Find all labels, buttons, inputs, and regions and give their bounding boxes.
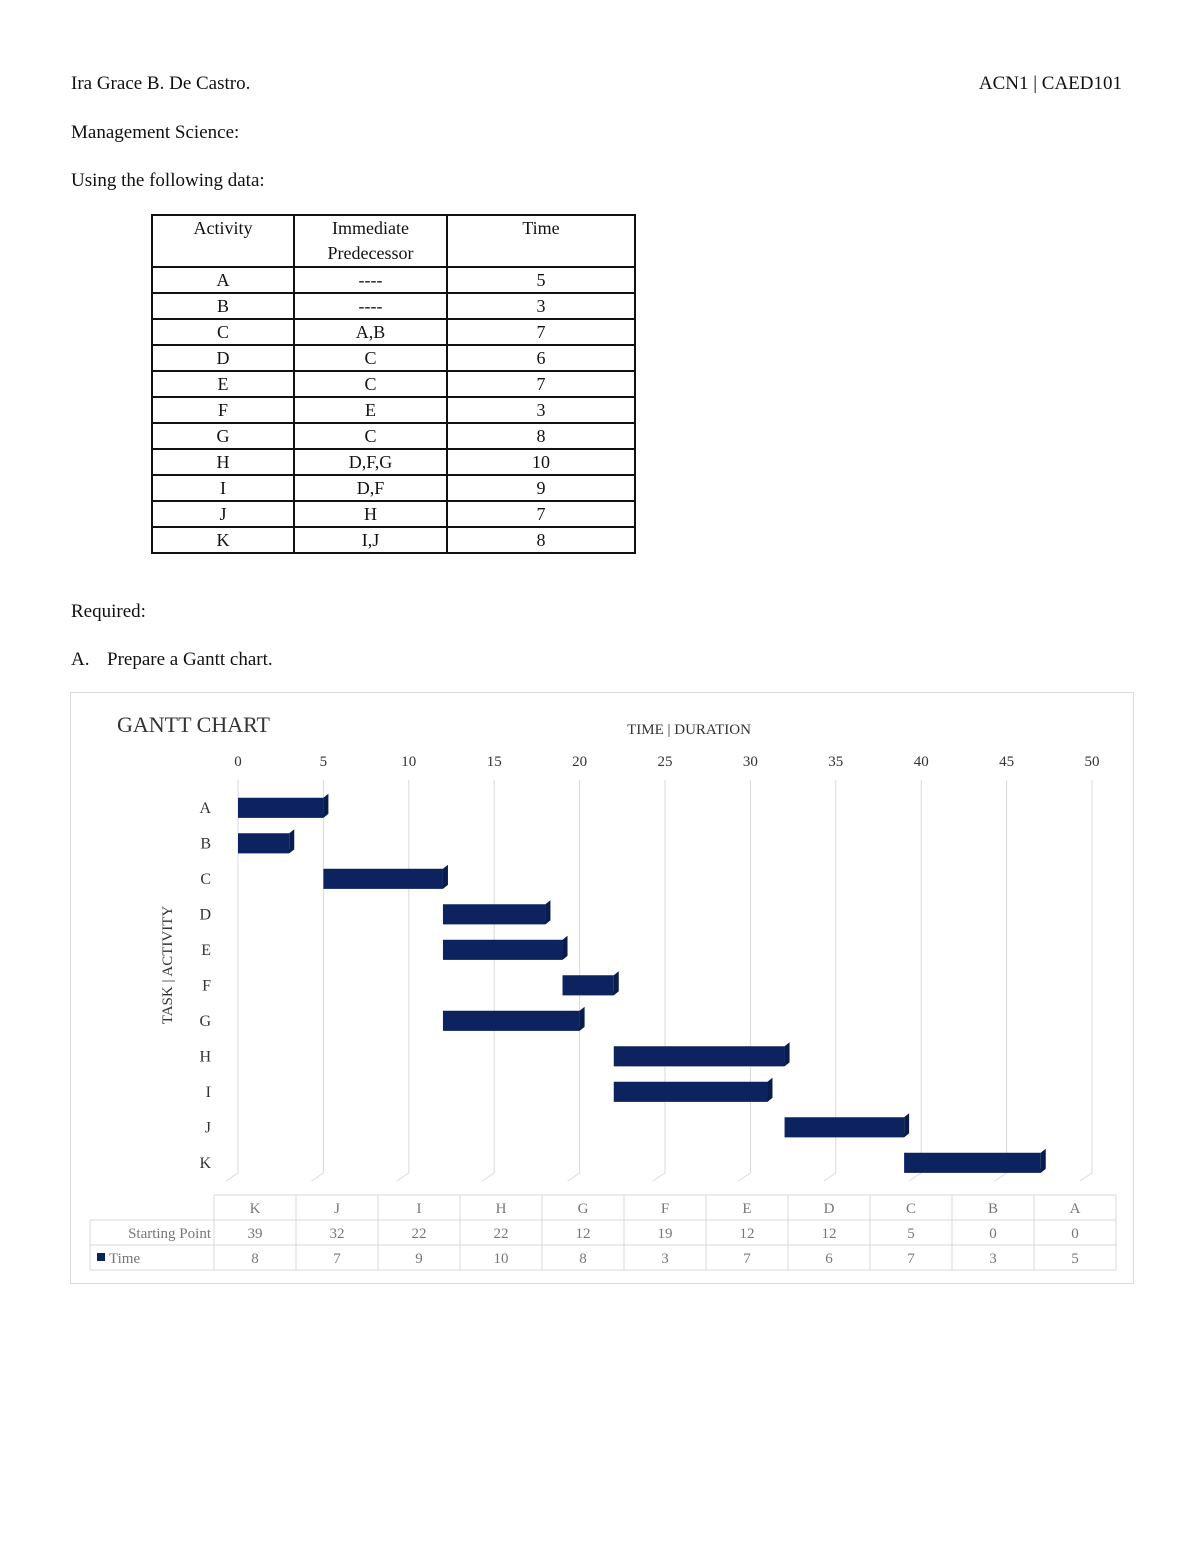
gantt-bar	[614, 1082, 768, 1102]
table-header-row	[152, 215, 635, 267]
cell-time: 3	[447, 397, 635, 423]
gantt-bar-side	[580, 1007, 585, 1031]
y-axis-title: TASK | ACTIVITY	[160, 905, 176, 1025]
data-table-value: 8	[251, 1251, 259, 1267]
gantt-bar	[614, 1046, 785, 1066]
task-a	[71, 649, 273, 671]
x-tick-label: 20	[572, 754, 588, 770]
header-activity: Activity	[152, 215, 294, 267]
gantt-bar-side	[289, 829, 294, 853]
data-table-category: A	[1069, 1201, 1081, 1217]
data-table-category: F	[660, 1201, 670, 1217]
legend-key-time	[97, 1253, 105, 1261]
data-table-value: 0	[989, 1226, 997, 1242]
table-row	[152, 319, 635, 345]
x-tick-label: 25	[657, 754, 673, 770]
y-category-label: F	[202, 977, 211, 995]
data-table-category: D	[823, 1201, 835, 1217]
gridline-depth	[226, 1173, 238, 1181]
data-table-category: K	[249, 1201, 261, 1217]
data-table-category: H	[495, 1201, 507, 1217]
cell-predecessor: ----	[294, 267, 447, 293]
gantt-bar	[904, 1153, 1041, 1173]
gantt-bar-side	[767, 1078, 772, 1102]
required-label: Required:	[71, 601, 146, 622]
gantt-bar	[443, 1011, 580, 1031]
x-tick-label: 0	[234, 754, 242, 770]
y-category-label: A	[199, 799, 211, 817]
intro-text: Using the following data:	[71, 170, 265, 191]
data-table-value: 22	[493, 1226, 509, 1242]
gantt-bar-side	[563, 936, 568, 960]
cell-predecessor: E	[294, 397, 447, 423]
gridline-depth	[1080, 1173, 1092, 1181]
gantt-bar-side	[323, 794, 328, 818]
gridline-depth	[397, 1173, 409, 1181]
data-table-series-name: Starting Point	[128, 1226, 211, 1242]
cell-activity: B	[152, 293, 294, 319]
data-table-value: 3	[661, 1251, 669, 1267]
y-category-label: K	[199, 1154, 211, 1172]
x-axis-title: TIME | DURATION	[627, 722, 751, 738]
cell-activity: J	[152, 501, 294, 527]
table-row	[152, 267, 635, 293]
gantt-bar	[443, 940, 563, 960]
data-table-category: J	[334, 1201, 340, 1217]
gridline-depth	[653, 1173, 665, 1181]
cell-activity: F	[152, 397, 294, 423]
cell-activity: H	[152, 449, 294, 475]
cell-predecessor: H	[294, 501, 447, 527]
cell-predecessor: C	[294, 423, 447, 449]
data-table-value: 12	[739, 1226, 755, 1242]
data-table-value: 7	[907, 1251, 915, 1267]
cell-predecessor: ----	[294, 293, 447, 319]
gantt-bar-side	[1041, 1149, 1046, 1173]
course-code: ACN1 | CAED101	[978, 73, 1122, 94]
gantt-bar-side	[443, 865, 448, 889]
chart-title: GANTT CHART	[117, 712, 270, 737]
data-table-value: 12	[821, 1226, 837, 1242]
cell-activity: G	[152, 423, 294, 449]
data-table-value: 7	[333, 1251, 341, 1267]
task-number: A.	[71, 649, 90, 670]
gantt-chart	[71, 693, 1135, 1285]
table-row	[152, 345, 635, 371]
x-tick-label: 30	[742, 754, 758, 770]
header-time: Time	[447, 215, 635, 267]
gridline-depth	[738, 1173, 750, 1181]
cell-time: 6	[447, 345, 635, 371]
cell-time: 7	[447, 371, 635, 397]
cell-activity: I	[152, 475, 294, 501]
cell-time: 7	[447, 319, 635, 345]
cell-time: 9	[447, 475, 635, 501]
gantt-bar	[238, 798, 323, 818]
cell-time: 8	[447, 423, 635, 449]
cell-activity: A	[152, 267, 294, 293]
gantt-bar	[563, 975, 614, 995]
cell-predecessor: C	[294, 371, 447, 397]
data-table-value: 3	[989, 1251, 997, 1267]
y-category-label: H	[199, 1048, 211, 1066]
subject-title: Management Science:	[71, 122, 240, 143]
gantt-bar	[785, 1117, 905, 1137]
gridline-depth	[995, 1173, 1007, 1181]
y-category-label: D	[199, 906, 211, 924]
cell-time: 7	[447, 501, 635, 527]
gridline-depth	[824, 1173, 836, 1181]
gantt-bar	[238, 833, 289, 853]
cell-predecessor: I,J	[294, 527, 447, 553]
data-table-category: E	[742, 1201, 752, 1217]
cell-predecessor: A,B	[294, 319, 447, 345]
data-table-category: I	[416, 1201, 422, 1217]
cell-activity: K	[152, 527, 294, 553]
x-tick-label: 15	[486, 754, 502, 770]
cell-time: 5	[447, 267, 635, 293]
y-category-label: G	[199, 1012, 211, 1030]
table-row	[152, 449, 635, 475]
activity-table	[151, 214, 636, 554]
gridline-depth	[482, 1173, 494, 1181]
data-table-value: 10	[493, 1251, 509, 1267]
header-predecessor: Immediate Predecessor	[294, 215, 447, 267]
y-category-label: J	[204, 1119, 211, 1137]
cell-activity: D	[152, 345, 294, 371]
gantt-bar	[443, 904, 545, 924]
x-tick-label: 5	[319, 754, 328, 770]
table-row	[152, 371, 635, 397]
y-category-label: C	[200, 870, 211, 888]
gridline-depth	[568, 1173, 580, 1181]
gridline-depth	[909, 1173, 921, 1181]
table-row	[152, 475, 635, 501]
cell-predecessor: D,F,G	[294, 449, 447, 475]
gantt-bar	[323, 869, 443, 889]
cell-time: 8	[447, 527, 635, 553]
data-table-value: 22	[411, 1226, 427, 1242]
cell-activity: E	[152, 371, 294, 397]
data-table-value: 7	[743, 1251, 751, 1267]
cell-predecessor: D,F	[294, 475, 447, 501]
x-tick-label: 35	[828, 754, 844, 770]
gantt-bar-side	[545, 900, 550, 924]
data-table-value: 12	[575, 1226, 591, 1242]
data-table-value: 8	[579, 1251, 587, 1267]
gantt-bar-side	[614, 971, 619, 995]
table-row	[152, 501, 635, 527]
table-row	[152, 527, 635, 553]
x-tick-label: 40	[913, 754, 929, 770]
gridline-depth	[311, 1173, 323, 1181]
data-table-value: 5	[1071, 1251, 1079, 1267]
data-table-category: C	[905, 1201, 917, 1217]
y-category-label: I	[205, 1083, 211, 1101]
gantt-bar-side	[785, 1042, 790, 1066]
data-table-category: B	[987, 1201, 999, 1217]
gantt-chart-frame	[70, 692, 1134, 1284]
x-tick-label: 45	[999, 754, 1015, 770]
data-table-value: 32	[329, 1226, 345, 1242]
table-row	[152, 293, 635, 319]
cell-time: 3	[447, 293, 635, 319]
data-table-category: G	[577, 1201, 589, 1217]
data-table-value: 5	[907, 1226, 915, 1242]
gantt-bar-side	[904, 1113, 909, 1137]
data-table-value: 19	[657, 1226, 673, 1242]
data-table-value: 6	[825, 1251, 833, 1267]
data-table-series-name: Time	[109, 1251, 141, 1267]
data-table-value: 9	[415, 1251, 423, 1267]
data-table-value: 39	[247, 1226, 263, 1242]
table-row	[152, 397, 635, 423]
data-table-value: 0	[1071, 1226, 1079, 1242]
x-tick-label: 10	[401, 754, 417, 770]
x-tick-label: 50	[1084, 754, 1100, 770]
cell-predecessor: C	[294, 345, 447, 371]
author-name: Ira Grace B. De Castro.	[71, 73, 251, 94]
y-category-label: E	[201, 941, 211, 959]
cell-activity: C	[152, 319, 294, 345]
cell-time: 10	[447, 449, 635, 475]
y-category-label: B	[200, 835, 211, 853]
task-text: Prepare a Gantt chart.	[107, 649, 273, 670]
table-row	[152, 423, 635, 449]
